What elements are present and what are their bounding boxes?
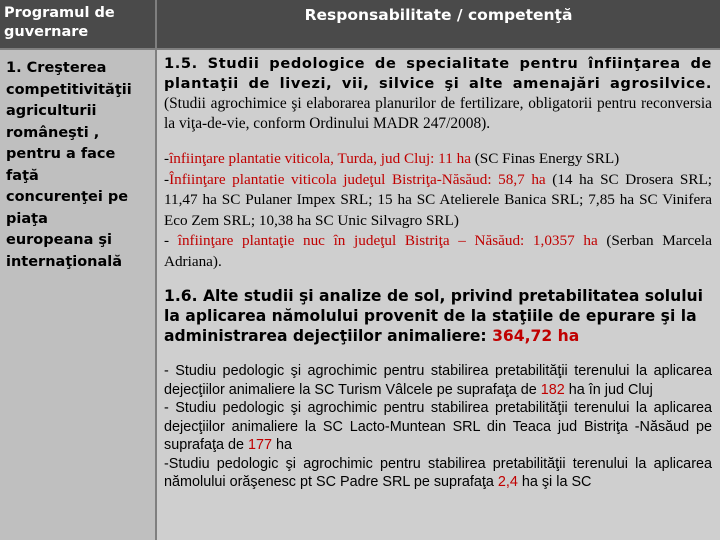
item-dash: -	[164, 170, 170, 188]
program-line: faţă	[6, 167, 39, 184]
study-area: 182	[540, 381, 565, 398]
list-item	[164, 170, 712, 232]
section-1-5-note: (Studii agrochimice şi elaborarea planurilor de fertilizare, obligatorii pentru reconversia la viţa-de-vie, conform Ordinului MADR 247/2008).	[164, 95, 712, 132]
program-line: competitivităţii	[6, 81, 132, 98]
section-1-5-title: 1.5. Studii pedologice de specialitate pentru înfiinţarea de plantaţii de livezi, vii, silvice şi alte amenajări agrosilvice.	[164, 55, 712, 92]
item-highlight: înfiinţare plantatie viticola, Turda, jud Cluj: 11 ha	[169, 150, 471, 167]
study-tail: ha în jud Cluj	[564, 381, 653, 398]
header-responsibility: Responsabilitate / competenţă	[157, 0, 720, 48]
list-item	[164, 455, 712, 492]
study-text: - Studiu pedologic şi agrochimic pentru stabilirea pretabilităţii terenului la aplicarea dejecţiilor animaliere la SC Turism Vâlcele pe suprafaţa de	[164, 363, 712, 398]
header-program: Programul de guvernare	[0, 0, 155, 48]
study-area: 2,4	[497, 474, 518, 490]
program-line: europeana şi	[6, 232, 113, 248]
section-1-6-total: 364,72 ha	[492, 327, 580, 345]
study-area: 177	[248, 437, 273, 453]
program-line: româneşti ,	[6, 124, 100, 141]
program-line: internaţională	[6, 253, 123, 270]
list-item	[164, 149, 712, 170]
program-line: piaţa	[6, 210, 48, 227]
item-detail: (Serban Marcela Adriana).	[164, 232, 712, 270]
study-tail: ha	[272, 437, 293, 453]
study-tail: ha şi la SC	[517, 474, 592, 490]
program-line: concurenţei pe	[6, 189, 129, 205]
list-item	[164, 399, 712, 455]
program-line: pentru a face	[6, 146, 116, 162]
responsibility-column	[157, 50, 720, 540]
section-1-6-title-text: 1.6. Alte studii şi analize de sol, privind pretabilitatea solului la aplicarea nămolului provenit de la staţiile de epurare şi la administrarea dejecţiilor animaliere:	[164, 287, 703, 345]
item-detail: (14 ha SC Drosera SRL; 11,47 ha SC Pulaner Impex SRL; 15 ha SC Atelierele Banica SRL; 7,85 ha SC Vinifera Eco Zem SRL; 10,38 ha SC Unic Silvagro SRL)	[164, 170, 712, 229]
study-text: - Studiu pedologic şi agrochimic pentru stabilirea pretabilităţii terenului la aplicarea dejecţiilor animaliere la SC Lacto-Muntean SRL din Teaca jud Bistriţa -Năsăud pe suprafaţa de	[164, 400, 712, 453]
section-1-5	[164, 54, 712, 134]
study-text: -Studiu pedologic şi agrochimic pentru stabilirea pretabilităţii terenului la aplicarea nămolului orăşenesc pt SC Padre SRL pe suprafaţa	[164, 455, 712, 490]
list-item	[164, 362, 712, 399]
program-line: agriculturii	[6, 103, 97, 119]
program-column	[0, 50, 155, 540]
program-line: 1. Creşterea	[6, 60, 107, 76]
plantation-list	[164, 149, 712, 272]
item-highlight: înfiinţare plantaţie nuc în judeţul Bistriţa – Năsăud: 1,0357 ha	[177, 232, 598, 249]
item-highlight: Înfiinţare plantatie viticola judeţul Bistriţa-Năsăud: 58,7 ha	[169, 170, 546, 188]
section-1-6-title	[164, 286, 712, 346]
study-list	[164, 362, 712, 492]
item-dash: -	[164, 150, 170, 167]
list-item	[164, 231, 712, 272]
item-detail: (SC Finas Energy SRL)	[470, 150, 620, 167]
item-dash: -	[164, 232, 178, 249]
